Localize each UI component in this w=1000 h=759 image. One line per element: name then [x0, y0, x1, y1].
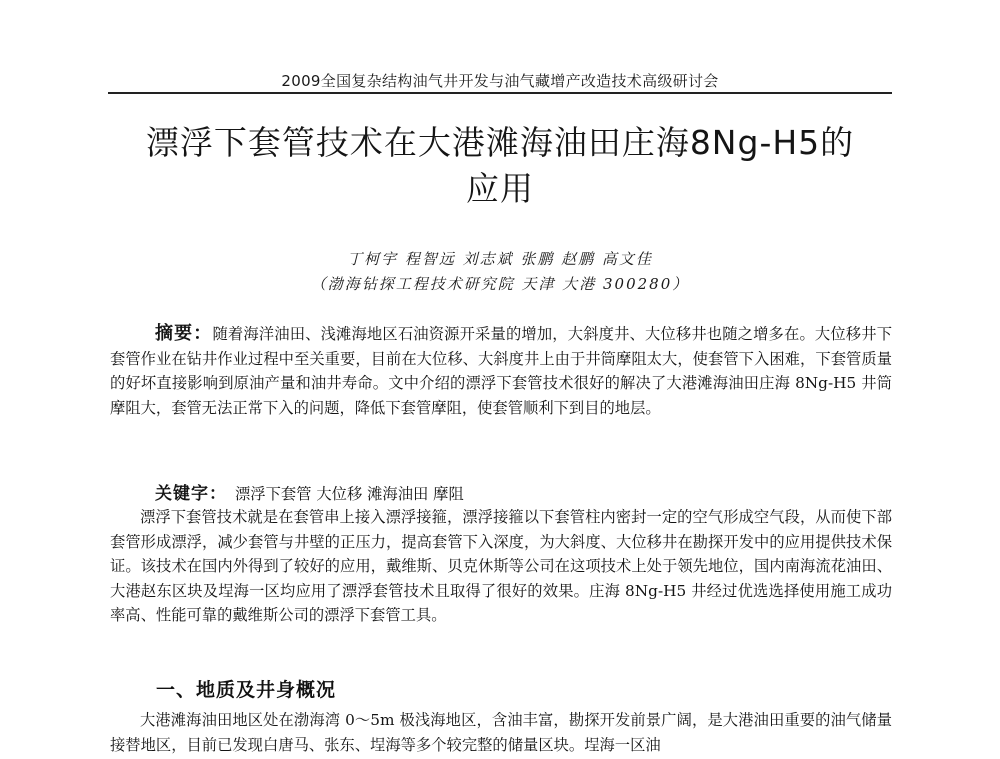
- section-paragraph: 大港滩海油田地区处在渤海湾 0～5m 极浅海地区，含油丰富，勘探开发前景广阔，是大港油田重要的油气储量接替地区，目前已发现白唐马、张东、埕海等多个较完整的储量区块。埕海一区油: [110, 711, 892, 754]
- paper-title-line-2: 应用: [466, 169, 534, 208]
- keywords-line: [155, 479, 464, 504]
- paper-title-line-1: 漂浮下套管技术在大港滩海油田庄海8Ng-H5的: [145, 123, 855, 162]
- section-heading: 一、地质及井身概况: [156, 679, 337, 701]
- author-list: 丁柯宇 程智远 刘志斌 张鹏 赵鹏 高文佳: [347, 250, 653, 268]
- keywords-text: 漂浮下套管 大位移 滩海油田 摩阻: [235, 485, 464, 503]
- running-header: 2009全国复杂结构油气井开发与油气藏增产改造技术高级研讨会: [281, 72, 719, 90]
- abstract-label: 摘要：: [155, 323, 213, 344]
- intro-paragraph: 漂浮下套管技术就是在套管串上接入漂浮接箍，漂浮接箍以下套管柱内密封一定的空气形成空气段，从而使下部套管形成漂浮，减少套管与井壁的正压力，提高套管下入深度，为大斜度、大位移井在勘探开发中的应用提供技术保证。该技术在国内外得到了较好的应用，戴维斯、贝克休斯等公司在这项技术上处于领先地位，国内南海流花油田、大港赵东区块及埕海一区均应用了漂浮套管技术且取得了很好的效果。庄海 8Ng-H5 井经过优选选择使用施工成功率高、性能可靠的戴维斯公司的漂浮下套管工具。: [110, 508, 892, 625]
- author-affiliation: （渤海钻探工程技术研究院 天津 大港 300280）: [310, 275, 690, 293]
- header-rule: [108, 92, 892, 94]
- keywords-label: 关键字：: [155, 484, 227, 504]
- paper-title: [80, 120, 920, 212]
- abstract-paragraph: [110, 322, 892, 420]
- abstract-text: 随着海洋油田、浅滩海地区石油资源开采量的增加，大斜度井、大位移井也随之增多在。大位移井下套管作业在钻井作业过程中至关重要，目前在大位移、大斜度井上由于井筒摩阻太大，使套管下入困难，下套管质量的好坏直接影响到原油产量和油井寿命。文中介绍的漂浮下套管技术很好的解决了大港滩海油田庄海 8Ng-H5 井筒摩阻大，套管无法正常下入的问题，降低下套管摩阻，使套管顺利下到目的地层。: [110, 325, 892, 417]
